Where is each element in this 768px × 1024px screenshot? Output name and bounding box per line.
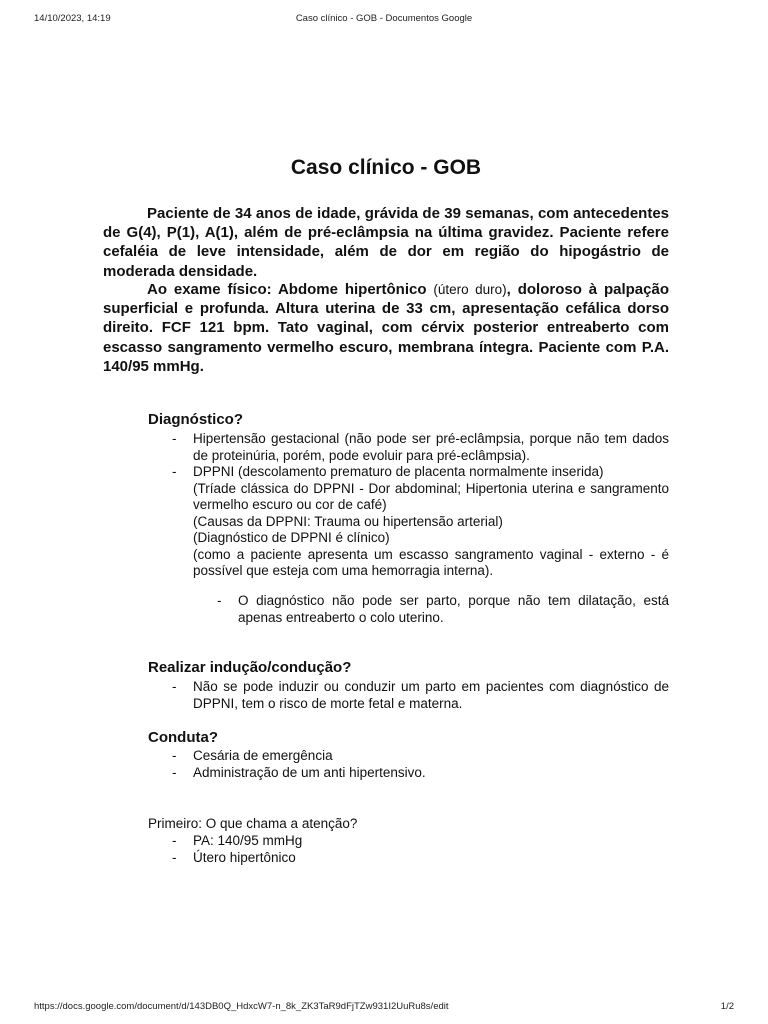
case-paragraph-2 bbox=[103, 280, 669, 376]
diagnostico-item-2-line: (como a paciente apresenta um escasso sangramento vaginal - externo - é possível que esteja com uma hemorragia interna). bbox=[193, 546, 669, 578]
print-document-title: Caso clínico - GOB - Documentos Google bbox=[295, 13, 473, 24]
list-item bbox=[148, 833, 669, 850]
dash-bullet: - bbox=[172, 748, 177, 763]
diagnostico-nested-list bbox=[193, 593, 669, 626]
dash-bullet: - bbox=[172, 679, 177, 694]
print-url: https://docs.google.com/document/d/143DB0Q_HdxcW7-n_8k_ZK3TaR9dFjTZw931I2UuRu8s/edit bbox=[34, 1001, 449, 1012]
exam-rest-text: , doloroso à palpação superficial e profunda. Altura uterina de 33 cm, apresentação cefálica dorso direito. FCF 121 bpm. Tato vaginal, com cérvix posterior entreaberto com escasso sangramento vermelho escuro, membrana íntegra. Paciente com P.A. 140/95 mmHg. bbox=[103, 281, 669, 375]
diagnostico-heading: Diagnóstico? bbox=[148, 411, 244, 428]
conduta-heading: Conduta? bbox=[148, 729, 218, 746]
list-item bbox=[148, 431, 669, 464]
print-date: 14/10/2023, 14:19 bbox=[34, 13, 111, 24]
list-item bbox=[148, 765, 669, 782]
conduta-list bbox=[148, 748, 669, 781]
dash-bullet: - bbox=[172, 849, 177, 865]
dash-bullet: - bbox=[217, 593, 222, 608]
atencao-list bbox=[148, 833, 669, 866]
inducao-heading: Realizar indução/condução? bbox=[148, 659, 352, 676]
diagnostico-nested-item: O diagnóstico não pode ser parto, porque não tem dilatação, está apenas entreaberto o colo uterino. bbox=[238, 593, 669, 625]
atencao-item-2: Útero hipertônico bbox=[193, 849, 296, 865]
conduta-item-2: Administração de um anti hipertensivo. bbox=[193, 764, 426, 780]
diagnostico-item-2-line: DPPNI (descolamento prematuro de placenta normalmente inserida) bbox=[193, 464, 604, 479]
inducao-item-1: Não se pode induzir ou conduzir um parto em pacientes com diagnóstico de DPPNI, tem o risco de morte fetal e materna. bbox=[193, 679, 669, 711]
list-item bbox=[148, 748, 669, 765]
atencao-item-1: PA: 140/95 mmHg bbox=[193, 833, 303, 848]
page-number: 1/2 bbox=[720, 1001, 734, 1012]
diagnostico-item-2-line: (Tríade clássica do DPPNI - Dor abdominal; Hipertonia uterina e sangramento vermelho escuro ou cor de café) bbox=[193, 480, 669, 512]
exam-note-text: (útero duro) bbox=[433, 282, 507, 297]
diagnostico-item-1: Hipertensão gestacional (não pode ser pré-eclâmpsia, porque não tem dados de proteinúria, porém, pode evoluir para pré-eclâmpsia). bbox=[193, 431, 669, 463]
print-header bbox=[34, 13, 734, 27]
print-footer bbox=[34, 1001, 734, 1015]
diagnostico-item-2-line: (Causas da DPPNI: Trauma ou hipertensão arterial) bbox=[193, 513, 503, 529]
inducao-list bbox=[148, 679, 669, 712]
list-item bbox=[148, 850, 669, 867]
diagnostico-item-2-line: (Diagnóstico de DPPNI é clínico) bbox=[193, 530, 390, 545]
document-title: Caso clínico - GOB bbox=[290, 156, 482, 179]
list-item bbox=[148, 464, 669, 580]
list-item bbox=[148, 679, 669, 712]
dash-bullet: - bbox=[172, 764, 177, 780]
dash-bullet: - bbox=[172, 464, 177, 479]
conduta-item-1: Cesária de emergência bbox=[193, 748, 333, 763]
dash-bullet: - bbox=[172, 833, 177, 848]
case-paragraph-1: Paciente de 34 anos de idade, grávida de 39 semanas, com antecedentes de G(4), P(1), A(1), além de pré-eclâmpsia na última gravidez. Paciente refere cefaléia de leve intensidade, além de dor em região do hipogástrio de moderada densidade. bbox=[103, 205, 669, 280]
dash-bullet: - bbox=[172, 431, 177, 446]
atencao-heading: Primeiro: O que chama a atenção? bbox=[148, 816, 358, 831]
exam-lead-text: Ao exame físico: Abdome hipertônico bbox=[147, 281, 427, 298]
list-item bbox=[193, 593, 669, 626]
diagnostico-list bbox=[148, 431, 669, 580]
